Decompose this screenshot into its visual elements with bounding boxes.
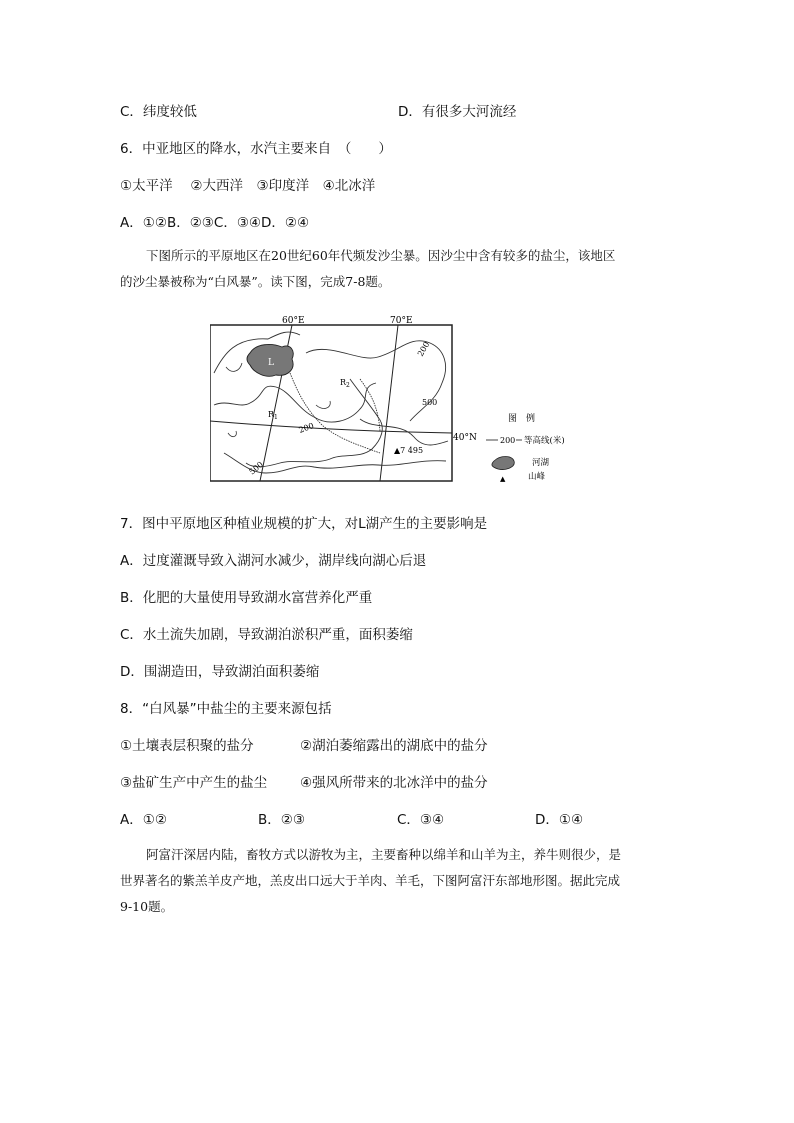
q7-option-d: D．围湖造田，导致湖泊面积萎缩 <box>120 664 320 680</box>
intro-9-10-line3: 9-10题。 <box>120 899 174 914</box>
contour-label-200: 200 <box>297 421 316 435</box>
q8-items-row2 <box>120 771 680 791</box>
q7-option-b: B．化肥的大量使用导致湖水富营养化严重 <box>120 590 373 606</box>
q6-stem: 6．中亚地区的降水，水汽主要来自 （ ） <box>120 141 392 157</box>
meridian-70 <box>380 325 398 481</box>
lake-l-label: L <box>268 358 274 368</box>
legend-lake-swatch <box>492 457 514 470</box>
legend-lake-text: 河湖 <box>532 458 550 468</box>
q8-item-3: ③盐矿生产中产生的盐尘 <box>120 775 268 791</box>
parallel-40 <box>210 421 452 433</box>
map-frame <box>210 325 452 481</box>
legend-peak-text: 山峰 <box>528 472 546 482</box>
river-r1-label: $R_1$ <box>268 410 278 421</box>
peak-label: ▲7 495 <box>394 446 424 455</box>
q8-item-4: ④强风所带来的北冰洋中的盐分 <box>300 775 488 791</box>
salt-storm-map <box>210 313 590 497</box>
q8-stem: 8．“白风暴”中盐尘的主要来源包括 <box>120 701 332 717</box>
intro-9-10 <box>120 842 680 920</box>
intro-7-8-line1: 下图所示的平原地区在20世纪60年代频发沙尘暴。因沙尘中含有较多的盐尘，该地区 <box>146 248 616 263</box>
q8-items-row1 <box>120 734 680 754</box>
contour-label-200: 200 <box>415 340 432 358</box>
q8-option-a: A．①② <box>120 812 167 828</box>
legend-peak-icon: ▲ <box>500 475 506 483</box>
contour-label-500: 500 <box>247 459 265 477</box>
q8-item-1: ①土壤表层积聚的盐分 <box>120 738 254 754</box>
contour-line <box>226 363 242 371</box>
lon-60-label: 60°E <box>282 316 305 326</box>
contour-line <box>316 401 330 408</box>
q7-stem: 7．图中平原地区种植业规模的扩大，对L湖产生的主要影响是 <box>120 516 488 532</box>
intro-9-10-line2: 世界著名的紫羔羊皮产地，羔皮出口远大于羊肉、羊毛，下图阿富汗东部地形图。据此完成 <box>120 873 621 888</box>
legend-contour-text: 等高线(米) <box>524 436 565 446</box>
legend-title: 图 例 <box>508 414 536 424</box>
lon-70-label: 70°E <box>390 316 413 326</box>
q6-options: A．①②B．②③C．③④D．②④ <box>120 215 310 231</box>
contour-line <box>228 431 236 437</box>
intro-9-10-line1: 阿富汗深居内陆，畜牧方式以游牧为主，主要畜种以绵羊和山羊为主，养牛则很少，是 <box>146 847 622 862</box>
river-r2-label: $R_2$ <box>340 378 350 389</box>
river-r1 <box>290 373 380 453</box>
map-svg <box>210 313 590 493</box>
intro-7-8 <box>120 243 680 295</box>
legend-contour-value: 200 <box>500 436 516 445</box>
contour-label-500: 500 <box>422 398 438 407</box>
q7-option-a: A．过度灌溉导致入湖河水减少，湖岸线向湖心后退 <box>120 553 427 569</box>
q5-option-d: D．有很多大河流经 <box>398 104 517 120</box>
q6-items: ①太平洋 ②大西洋 ③印度洋 ④北冰洋 <box>120 178 376 194</box>
contour-line <box>214 383 376 422</box>
contour-line <box>246 379 382 467</box>
q8-option-b: B．②③ <box>258 812 305 828</box>
intro-7-8-line2: 的沙尘暴被称为“白风暴”。读下图，完成7-8题。 <box>120 274 391 289</box>
q5-options-cd <box>120 100 680 120</box>
q8-option-c: C．③④ <box>397 812 445 828</box>
lat-40-label: 40°N <box>453 433 477 443</box>
q8-item-2: ②湖泊萎缩露出的湖底中的盐分 <box>300 738 488 754</box>
q5-option-c: C．纬度较低 <box>120 104 197 120</box>
q8-option-d: D．①④ <box>535 812 584 828</box>
q7-option-c: C．水土流失加剧，导致湖泊淤积严重，面积萎缩 <box>120 627 413 643</box>
